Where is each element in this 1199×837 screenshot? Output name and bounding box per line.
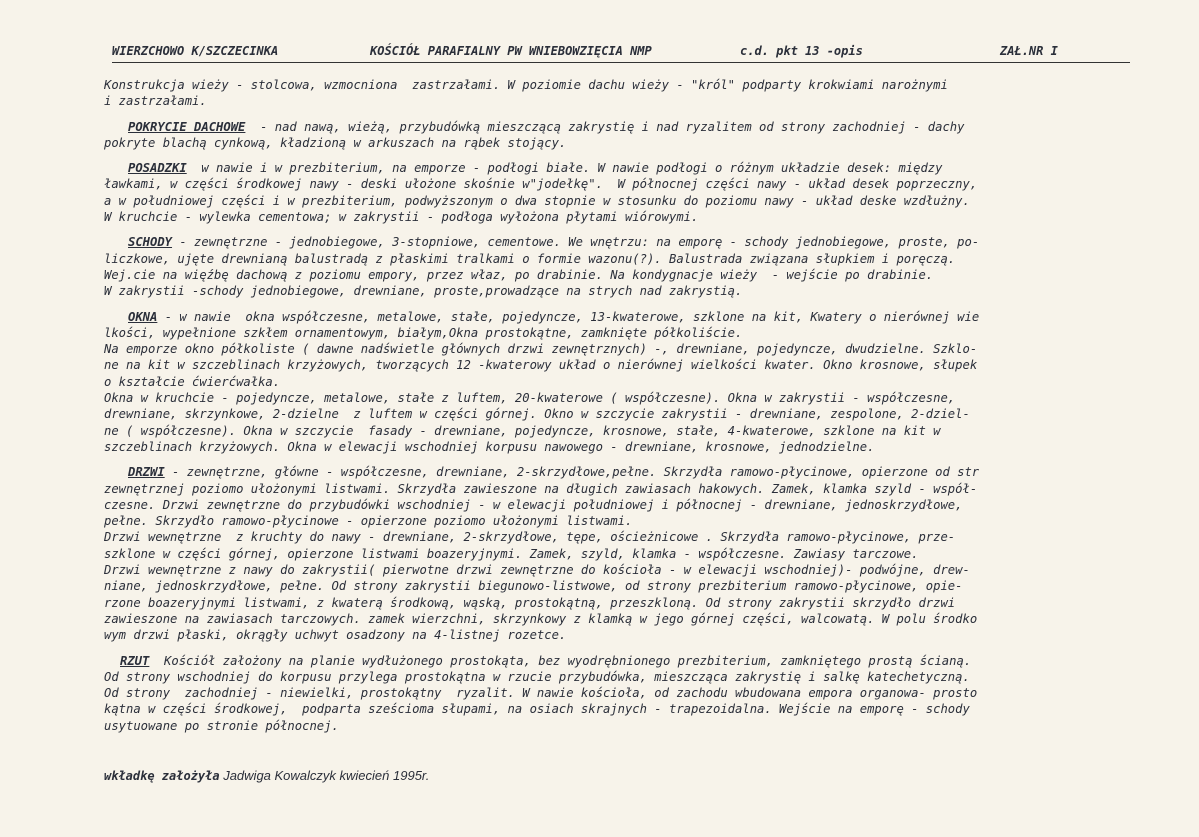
paragraph (104, 234, 1134, 299)
text-line (104, 119, 1134, 135)
line-text: - nad nawą, wieżą, przybudówką mieszczącą zakrystię i nad ryzalitem od strony zachodniej - dachy (245, 119, 965, 134)
section-heading: RZUT (120, 653, 150, 668)
line-text: - w nawie okna współczesne, metalowe, stałe, pojedyncze, 13-kwaterowe, szklone na kit, Kwatery o nierównej wie (157, 309, 980, 324)
line-text: ne na kit w szczeblinach krzyżowych, tworzących 12 -kwaterowy układ o nierównej wielkości kwater. Okno krosnowe, słupek (104, 358, 978, 373)
text-line (104, 595, 1134, 611)
text-line (104, 669, 1134, 685)
text-line (104, 406, 1134, 422)
text-line (104, 176, 1134, 192)
line-text: pokryte blachą cynkową, kładzioną w arkuszach na rąbek stojący. (104, 135, 567, 150)
text-line (104, 497, 1134, 513)
line-text: zawieszone na zawiasach tarczowych. zamek wierzchni, skrzynkowy z klamką w jego górnej części, walcowatą. W polu środko (104, 611, 978, 626)
section-heading: SCHODY (128, 235, 173, 250)
section-heading: POKRYCIE DACHOWE (128, 119, 246, 134)
text-line (104, 325, 1134, 341)
text-line (104, 627, 1134, 643)
text-line (104, 562, 1134, 578)
line-text: Kościół założony na planie wydłużonego prostokąta, bez wyodrębnionego prezbiterium, zamkniętego prostą ścianą. (149, 653, 972, 668)
header-reference: c.d. pkt 13 -opis (740, 44, 863, 58)
line-text: W kruchcie - wylewka cementowa; w zakrystii - podłoga wyłożona płytami wiórowymi. (104, 210, 699, 225)
text-line (104, 209, 1134, 225)
text-line (104, 357, 1134, 373)
text-line (104, 135, 1134, 151)
text-line (104, 464, 1134, 480)
line-text: Wej.cie na więźbę dachową z poziomu empory, przez właz, po drabinie. Na kondygnacje wieży - wejście po drabinie. (104, 267, 934, 282)
paragraph (104, 653, 1134, 734)
paragraph (104, 309, 1134, 456)
text-line (104, 718, 1134, 734)
section-heading: DRZWI (128, 465, 165, 480)
text-line (104, 439, 1134, 455)
page-header (112, 40, 1130, 63)
line-text: czesne. Drzwi zewnętrzne do przybudówki wschodniej - w elewacji południowej i północnej - drewniane, jednoskrzydłowe, (104, 497, 963, 512)
paragraph (104, 77, 1134, 110)
line-text: lkości, wypełnione szkłem ornamentowym, białym,Okna prostokątne, zamknięte półkoliście. (104, 325, 743, 340)
text-line (104, 611, 1134, 627)
text-line (104, 251, 1134, 267)
paragraph (104, 119, 1134, 152)
footer-signature (104, 768, 429, 783)
line-text: Na emporze okno półkoliste ( dawne nadświetle głównych drzwi zewnętrznych) -, drewniane, pojedyncze, dwudzielne. Szklo- (104, 342, 978, 357)
text-line (104, 93, 1134, 109)
text-line (104, 423, 1134, 439)
line-text: o kształcie ćwierćwałka. (104, 374, 281, 389)
text-line (104, 701, 1134, 717)
text-line (104, 267, 1134, 283)
text-line (104, 283, 1134, 299)
text-line (104, 653, 1134, 669)
line-text: zewnętrznej poziomo ułożonymi listwami. Skrzydła zawieszone na długich zawiasach hakowych. Zamek, klamka szyld - współ- (104, 481, 978, 496)
line-text: rzone boazeryjnymi listwami, z kwaterą środkową, wąską, prostokątną, przeszkloną. Od strony zakrystii skrzydło drzwi (104, 595, 956, 610)
line-text: wym drzwi płaski, okrągły uchwyt osadzony na 4-listnej rozetce. (104, 628, 567, 643)
text-line (104, 193, 1134, 209)
footer-label: wkładkę założyła (104, 769, 220, 783)
line-text: Konstrukcja wieży - stolcowa, wzmocniona zastrzałami. W poziomie dachu wieży - "król" podparty krokwiami narożnymi (104, 78, 948, 92)
text-line (104, 578, 1134, 594)
text-line (104, 77, 1134, 93)
line-text: ne ( współczesne). Okna w szczycie fasady - drewniane, pojedyncze, krosnowe, stałe, 4-kwaterowe, szklone na kit w (104, 423, 941, 438)
header-place: WIERZCHOWO K/SZCZECINKA (112, 44, 279, 58)
header-annex: ZAŁ.NR I (1000, 44, 1058, 58)
line-text: szczeblinach krzyżowych. Okna w elewacji wschodniej korpusu nawowego - drewniane, krosnowe, jednodzielne. (104, 439, 875, 454)
line-text: liczkowe, ujęte drewnianą balustradą z płaskimi tralkami o formie wazonu(?). Balustrada związana słupkiem i poręczą. (104, 251, 956, 266)
section-heading: POSADZKI (128, 161, 187, 176)
line-text: drewniane, skrzynkowe, 2-dzielne z luftem w części górnej. Okno w szczycie zakrystii - drewniane, zespolone, 2-dziel- (104, 407, 970, 422)
line-text: szklone w części górnej, opierzone listwami boazeryjnymi. Zamek, szyld, klamka - współczesne. Zawiasy tarczowe. (104, 546, 919, 561)
document-body (104, 77, 1134, 743)
line-text: niane, jednoskrzydłowe, pełne. Od strony zakrystii biegunowo-listwowe, od strony prezbiterium ramowo-płycinowe, opie- (104, 579, 963, 594)
text-line (104, 390, 1134, 406)
text-line (104, 529, 1134, 545)
text-line (104, 481, 1134, 497)
line-text: usytuowane po stronie północnej. (104, 718, 339, 733)
text-line (104, 234, 1134, 250)
text-line (104, 546, 1134, 562)
paragraph (104, 160, 1134, 225)
line-text: i zastrzałami. (104, 94, 207, 109)
header-title: KOŚCIÓŁ PARAFIALNY PW WNIEBOWZIĘCIA NMP (370, 44, 652, 58)
line-text: - zewnętrzne, główne - współczesne, drewniane, 2-skrzydłowe,pełne. Skrzydła ramowo-płycinowe, opierzone od str (164, 465, 980, 480)
line-text: ławkami, w części środkowej nawy - deski ułożone skośnie w"jodełkę". W północnej części nawy - układ desek poprzeczny, (104, 177, 978, 192)
line-text: Okna w kruchcie - pojedyncze, metalowe, stałe z luftem, 20-kwaterowe ( współczesne). Okna w zakrystii - współczesne, (104, 391, 956, 406)
section-heading: OKNA (128, 309, 158, 324)
text-line (104, 513, 1134, 529)
line-text: w nawie i w prezbiterium, na emporze - podłogi białe. W nawie podłogi o różnym układzie desek: między (186, 161, 943, 176)
line-text: - zewnętrzne - jednobiegowe, 3-stopniowe, cementowe. We wnętrzu: na emporę - schody jednobiegowe, proste, po- (172, 235, 980, 250)
text-line (104, 309, 1134, 325)
line-text: Od strony zachodniej - niewielki, prostokątny ryzalit. W nawie kościoła, od zachodu wbudowana empora organowa- prosto (104, 686, 978, 701)
text-line (104, 160, 1134, 176)
line-text: pełne. Skrzydło ramowo-płycinowe - opierzone poziomo ułożonymi listwami. (104, 514, 633, 529)
footer-author: Jadwiga Kowalczyk kwiecień 1995r. (219, 768, 430, 783)
line-text: Drzwi wewnętrzne z kruchty do nawy - drewniane, 2-skrzydłowe, tępe, ościeżnicowe . Skrzydła ramowo-płycinowe, prze- (104, 530, 956, 545)
line-text: kątna w części środkowej, podparta sześcioma słupami, na osiach skrajnych - trapezoidalna. Wejście na emporę - schody (104, 702, 970, 717)
line-text: Drzwi wewnętrzne z nawy do zakrystii( pierwotne drzwi zewnętrzne do kościoła - w elewacji wschodniej)- podwójne, drew- (104, 563, 970, 578)
line-text: Od strony wschodniej do korpusu przylega prostokątna w rzucie przybudówka, mieszcząca zakrystię i salkę katechetyczną. (104, 669, 970, 684)
text-line (104, 685, 1134, 701)
text-line (104, 374, 1134, 390)
paragraph (104, 464, 1134, 643)
line-text: W zakrystii -schody jednobiegowe, drewniane, proste,prowadzące na strych nad zakrystią. (104, 284, 743, 299)
line-text: a w południowej części i w prezbiterium, podwyższonym o dwa stopnie w stosunku do poziomu nawy - układ deske wzdłużny. (104, 193, 970, 208)
text-line (104, 341, 1134, 357)
